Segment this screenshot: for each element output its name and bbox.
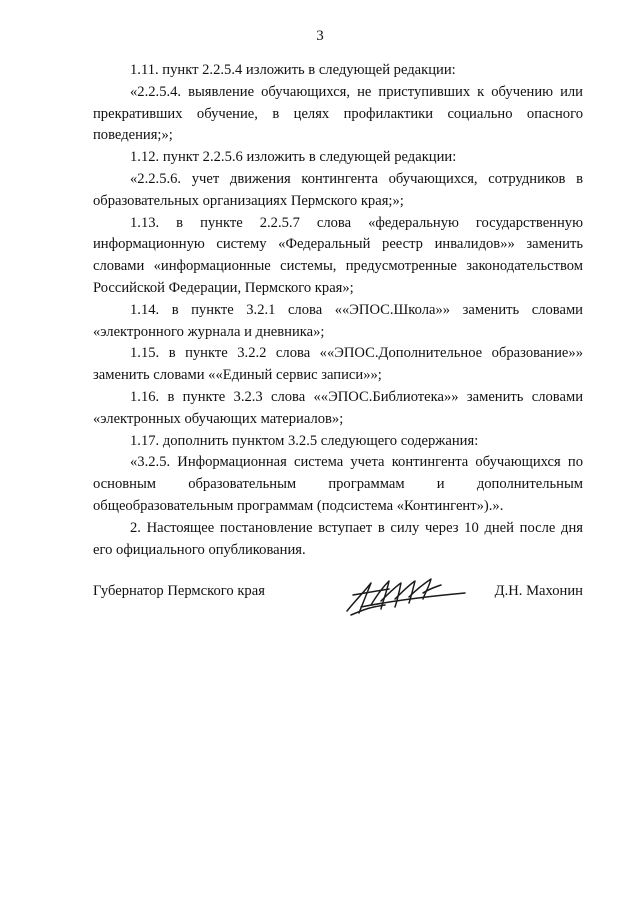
paragraph-1-13: 1.13. в пункте 2.2.5.7 слова «федеральную государственную информационную систему «Федеральный реестр инвалидов»» заменить словами «информационные системы, предусмотренные законодательством Российской Федерации, Пермского края»; — [93, 214, 583, 296]
paragraph-1-11: 1.11. пункт 2.2.5.4 изложить в следующей редакции: — [130, 62, 456, 78]
paragraph-2-2-5-6: «2.2.5.6. учет движения контингента обучающихся, сотрудников в образовательных организациях Пермского края;»; — [93, 170, 583, 209]
paragraph-1-12: 1.12. пункт 2.2.5.6 изложить в следующей редакции: — [130, 149, 457, 166]
page-number: 3 — [316, 28, 324, 44]
paragraph-1-14: 1.14. в пункте 3.2.1 слова ««ЭПОС.Школа»» заменить словами «электронного журнала и дневника»; — [93, 301, 583, 340]
paragraph-2: 2. Настоящее постановление вступает в силу через 10 дней после дня его официального опубликования. — [93, 519, 583, 558]
paragraph-2-2-5-4: «2.2.5.4. выявление обучающихся, не приступивших к обучению или прекративших обучение, в целях профилактики социально опасного поведения;»; — [93, 83, 583, 144]
signatory-name: Д.Н. Махонин — [494, 583, 583, 599]
document-body — [93, 60, 583, 561]
paragraph-3-2-5: «3.2.5. Информационная система учета контингента обучающихся по основным образовательным программам и дополнительным общеобразовательным программам (подсистема «Контингент»).». — [93, 454, 583, 514]
signature-block — [93, 575, 583, 625]
paragraph-1-17: 1.17. дополнить пунктом 3.2.5 следующего содержания: — [130, 432, 479, 449]
paragraph-1-16: 1.16. в пункте 3.2.3 слова ««ЭПОС.Библиотека»» заменить словами «электронных обучающих материалов»; — [93, 388, 583, 427]
signatory-title: Губернатор Пермского края — [93, 583, 265, 599]
paragraph-1-15: 1.15. в пункте 3.2.2 слова ««ЭПОС.Дополнительное образование»» заменить словами ««Единый сервис записи»»; — [93, 345, 583, 384]
handwritten-signature — [341, 571, 471, 619]
